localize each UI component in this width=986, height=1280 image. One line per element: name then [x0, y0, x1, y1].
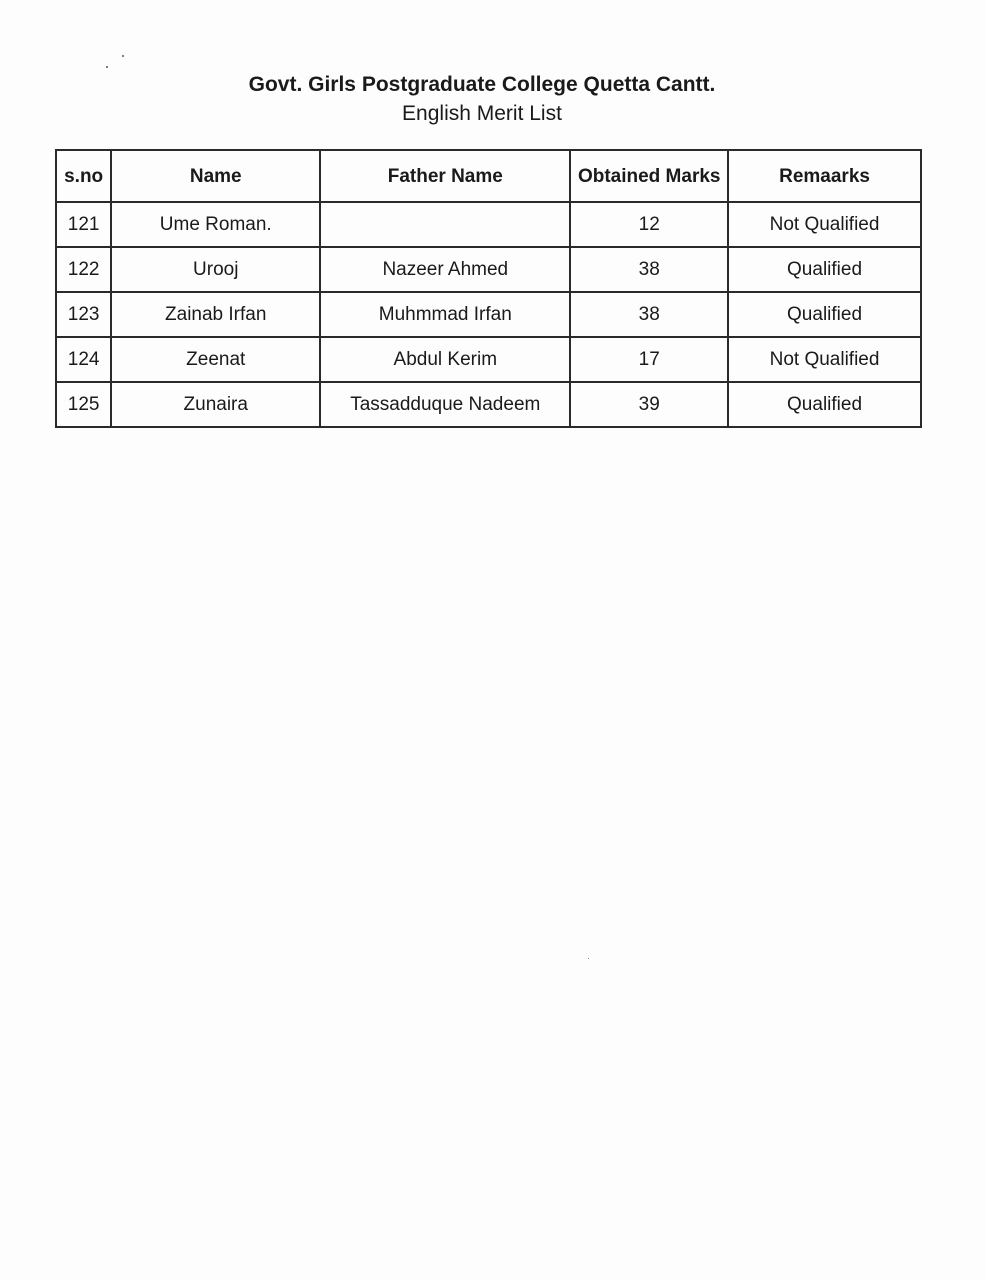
document-header	[0, 70, 964, 128]
table-row	[56, 292, 921, 337]
cell-father-name	[320, 202, 570, 247]
cell-name: Zainab Irfan	[111, 292, 320, 337]
header-row	[56, 150, 921, 202]
cell-marks: 38	[570, 292, 728, 337]
college-title: Govt. Girls Postgraduate College Quetta Cantt.	[248, 73, 716, 96]
header-father-name: Father Name	[320, 150, 570, 202]
cell-marks: 38	[570, 247, 728, 292]
cell-sno: 121	[56, 202, 111, 247]
cell-father-name: Muhmmad Irfan	[320, 292, 570, 337]
cell-remarks: Qualified	[728, 382, 921, 427]
table-row	[56, 337, 921, 382]
scan-speck	[106, 66, 108, 68]
cell-name: Zeenat	[111, 337, 320, 382]
header-name: Name	[111, 150, 320, 202]
cell-sno: 125	[56, 382, 111, 427]
cell-marks: 17	[570, 337, 728, 382]
table-row	[56, 247, 921, 292]
cell-remarks: Qualified	[728, 292, 921, 337]
table-row	[56, 202, 921, 247]
cell-name: Ume Roman.	[111, 202, 320, 247]
cell-father-name: Tassadduque Nadeem	[320, 382, 570, 427]
header-sno: s.no	[56, 150, 111, 202]
table-row	[56, 382, 921, 427]
cell-sno: 122	[56, 247, 111, 292]
cell-marks: 39	[570, 382, 728, 427]
cell-father-name: Nazeer Ahmed	[320, 247, 570, 292]
scan-speck	[122, 55, 124, 57]
cell-remarks: Not Qualified	[728, 337, 921, 382]
cell-marks: 12	[570, 202, 728, 247]
header-remarks: Remaarks	[728, 150, 921, 202]
scan-speck	[588, 958, 589, 959]
merit-table	[55, 149, 922, 428]
cell-remarks: Not Qualified	[728, 202, 921, 247]
cell-name: Urooj	[111, 247, 320, 292]
cell-remarks: Qualified	[728, 247, 921, 292]
cell-father-name: Abdul Kerim	[320, 337, 570, 382]
cell-name: Zunaira	[111, 382, 320, 427]
cell-sno: 124	[56, 337, 111, 382]
cell-sno: 123	[56, 292, 111, 337]
list-subtitle: English Merit List	[402, 102, 562, 125]
header-obtained-marks: Obtained Marks	[570, 150, 728, 202]
